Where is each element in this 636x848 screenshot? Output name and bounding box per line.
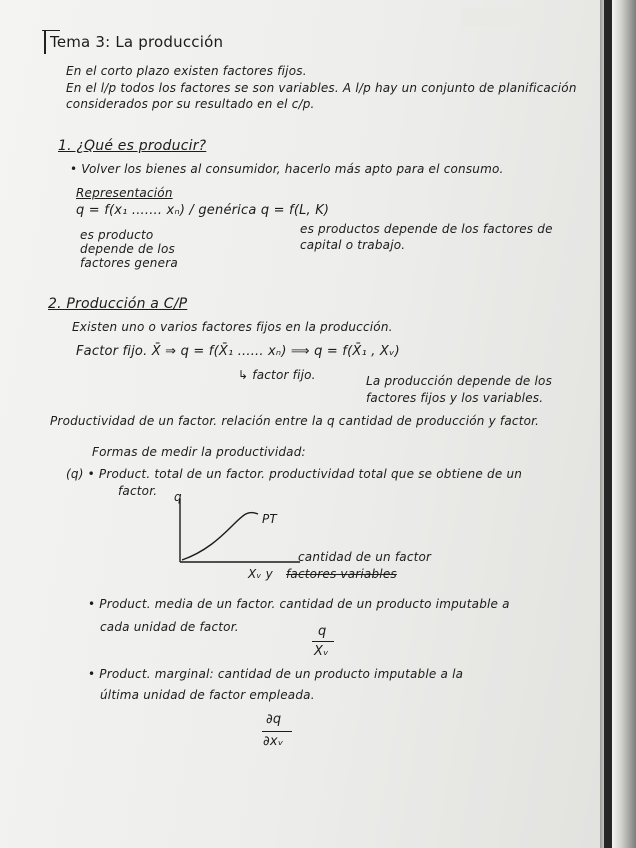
- section2-line2: Factor fijo. X̄ ⇒ q = f(X̄₁ ...... xₙ) ⟹ q = f(X̄₁ , Xᵥ): [76, 344, 400, 359]
- media-product-line-2: cada unidad de factor.: [100, 620, 239, 634]
- title-box-left: [44, 30, 46, 54]
- section1-note-left-1: es producto: [80, 228, 154, 242]
- section1-formula: q = f(x₁ ....... xₙ) / genérica q = f(L, K): [76, 203, 330, 218]
- marginal-fraction-numerator: ∂q: [266, 712, 282, 727]
- section2-note-right-1: La producción depende de los: [366, 374, 553, 388]
- section1-bullet: • Volver los bienes al consumidor, hacerlo más apto para el consumo.: [70, 162, 504, 176]
- section2-arrow-note: ↳ factor fijo.: [238, 368, 316, 382]
- section2-note-right-2: factores fijos y los variables.: [366, 391, 544, 405]
- marginal-fraction-denominator: ∂xᵥ: [263, 734, 284, 749]
- binder-spine: [604, 0, 612, 848]
- productivity-forms: Formas de medir la productividad:: [92, 445, 306, 459]
- media-fraction-numerator: q: [318, 624, 327, 639]
- graph-x-label: Xᵥ y: [248, 567, 273, 581]
- graph-x-label-struck: factores variables: [286, 567, 397, 581]
- graph-caption: cantidad de un factor: [298, 550, 432, 564]
- media-product-line-1: • Product. media de un factor. cantidad de un producto imputable a: [88, 597, 510, 611]
- marginal-product-line-1: • Product. marginal: cantidad de un producto imputable a la: [88, 667, 464, 681]
- section1-note-left-3: factores genera: [80, 256, 178, 270]
- section1-note-right-1: es productos depende de los factores de: [300, 222, 553, 236]
- media-fraction-denominator: Xᵥ: [314, 644, 329, 659]
- marginal-fraction-bar: [262, 731, 292, 732]
- graph-curve-label: PT: [262, 512, 277, 526]
- graph-pt-curve: [182, 513, 258, 561]
- section1-note-right-2: capital o trabajo.: [300, 238, 406, 252]
- page-title: Tema 3: La producción: [50, 33, 224, 51]
- section2-heading: 2. Producción a C/P: [48, 296, 188, 312]
- intro-line-1: En el corto plazo existen factores fijos.: [66, 64, 307, 78]
- corner-label: [462, 8, 530, 26]
- section1-note-left-2: depende de los: [80, 242, 175, 256]
- total-product-line-1: (q) • Product. total de un factor. productividad total que se obtiene de un: [66, 467, 523, 481]
- graph-y-label: q: [174, 490, 182, 504]
- intro-line-3: considerados por su resultado en el c/p.: [66, 97, 315, 111]
- section1-heading: 1. ¿Qué es producir?: [58, 138, 207, 154]
- marginal-product-line-2: última unidad de factor empleada.: [100, 688, 315, 702]
- total-product-line-2: factor.: [118, 484, 158, 498]
- productivity-definition: Productividad de un factor. relación entre la q cantidad de producción y factor.: [50, 414, 540, 428]
- media-fraction-bar: [312, 641, 334, 642]
- section1-subheading: Representación: [76, 186, 173, 200]
- intro-line-2: En el l/p todos los factores se son variables. A l/p hay un conjunto de planificación: [66, 81, 577, 95]
- section2-line1: Existen uno o varios factores fijos en la producción.: [72, 320, 393, 334]
